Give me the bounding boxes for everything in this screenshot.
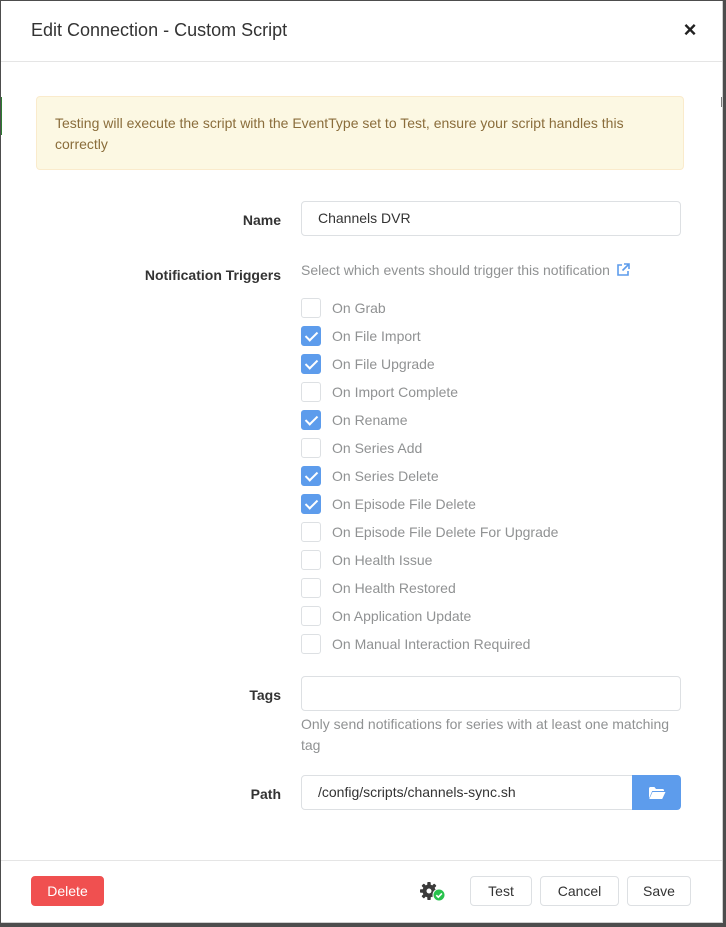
trigger-option[interactable]	[301, 577, 456, 599]
trigger-checkbox[interactable]	[301, 326, 321, 346]
trigger-option[interactable]	[301, 493, 476, 515]
tags-input[interactable]	[301, 676, 681, 711]
trigger-option[interactable]	[301, 381, 458, 403]
notification-triggers-label: Notification Triggers	[144, 267, 281, 283]
delete-button[interactable]: Delete	[31, 876, 104, 906]
triggers-help	[301, 260, 630, 283]
trigger-checkbox[interactable]	[301, 438, 321, 458]
trigger-option[interactable]	[301, 465, 439, 487]
tags-label: Tags	[249, 687, 281, 703]
trigger-label: On Import Complete	[332, 384, 459, 400]
test-warning-alert: Testing will execute the script with the EventType set to Test, ensure your script handles this correctly	[36, 96, 684, 170]
trigger-option[interactable]	[301, 605, 471, 627]
trigger-checkbox[interactable]	[301, 634, 321, 654]
trigger-label: On Application Update	[332, 608, 472, 624]
trigger-label: On Episode File Delete	[332, 496, 476, 512]
trigger-label: On File Import	[332, 328, 421, 344]
trigger-option[interactable]	[301, 409, 407, 431]
tags-help: Only send notifications for series with at least one matching tag	[301, 716, 670, 753]
trigger-checkbox[interactable]	[301, 354, 321, 374]
path-label: Path	[250, 786, 281, 802]
trigger-checkbox[interactable]	[301, 550, 321, 570]
trigger-label: On Health Issue	[332, 552, 433, 568]
trigger-label: On Episode File Delete For Upgrade	[332, 524, 559, 540]
modal-header	[1, 1, 722, 62]
background-edge	[1, 97, 2, 135]
cancel-button[interactable]: Cancel	[540, 876, 619, 906]
background-edge-right	[721, 97, 722, 107]
triggers-help-text: Select which events should trigger this notification	[301, 262, 610, 278]
name-input[interactable]: Channels DVR	[301, 201, 681, 236]
trigger-checkbox[interactable]	[301, 578, 321, 598]
trigger-option[interactable]	[301, 325, 421, 347]
external-link-icon[interactable]	[616, 262, 630, 283]
trigger-option[interactable]	[301, 633, 530, 655]
trigger-option[interactable]	[301, 549, 432, 571]
edit-connection-modal	[1, 1, 723, 923]
trigger-label: On File Upgrade	[332, 356, 435, 372]
trigger-label: On Series Delete	[332, 468, 439, 484]
gear-check-icon	[418, 881, 448, 908]
trigger-checkbox[interactable]	[301, 494, 321, 514]
path-input[interactable]: /config/scripts/channels-sync.sh	[301, 775, 633, 810]
browse-folder-button[interactable]	[632, 775, 681, 810]
trigger-checkbox[interactable]	[301, 522, 321, 542]
trigger-label: On Health Restored	[332, 580, 456, 596]
name-label: Name	[242, 212, 281, 228]
trigger-checkbox[interactable]	[301, 410, 321, 430]
trigger-label: On Grab	[332, 300, 386, 316]
trigger-option[interactable]	[301, 521, 558, 543]
trigger-label: On Series Add	[332, 440, 423, 456]
trigger-checkbox[interactable]	[301, 606, 321, 626]
trigger-checkbox[interactable]	[301, 382, 321, 402]
trigger-label: On Manual Interaction Required	[332, 636, 531, 652]
close-icon[interactable]: ×	[683, 17, 697, 42]
trigger-label: On Rename	[332, 412, 408, 428]
test-button[interactable]: Test	[470, 876, 532, 906]
folder-open-icon	[648, 786, 666, 800]
save-button[interactable]: Save	[627, 876, 691, 906]
modal-title: Edit Connection - Custom Script	[31, 20, 288, 40]
trigger-option[interactable]	[301, 437, 422, 459]
trigger-checkbox[interactable]	[301, 298, 321, 318]
trigger-option[interactable]	[301, 353, 435, 375]
trigger-checkbox[interactable]	[301, 466, 321, 486]
trigger-option[interactable]	[301, 297, 386, 319]
